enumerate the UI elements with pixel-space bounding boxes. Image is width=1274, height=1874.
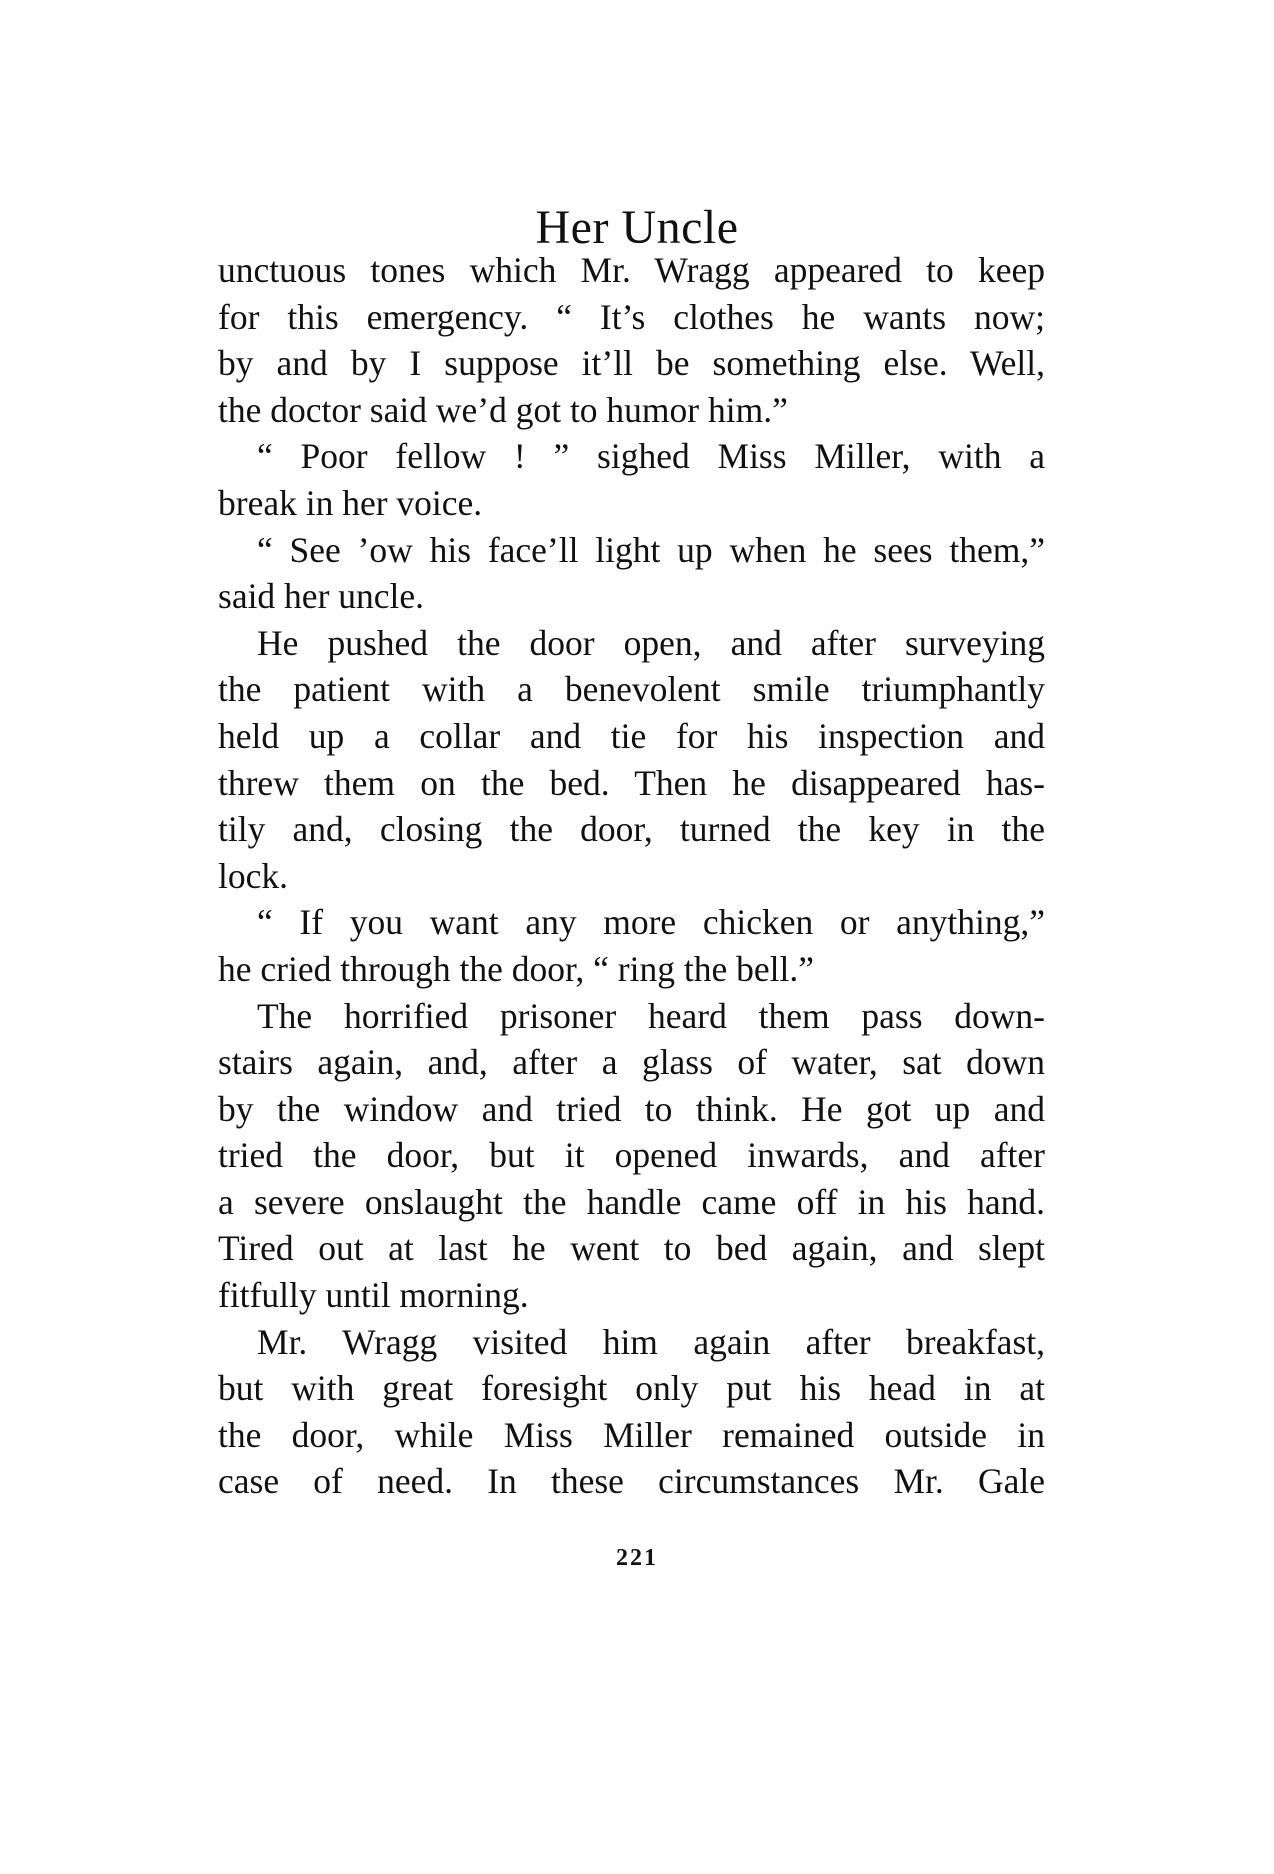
text-line: tried the door, but it opened inwards, and after (218, 1135, 1045, 1176)
text-line: said her uncle. (218, 576, 425, 617)
text-line: stairs again, and, after a glass of water, sat down (218, 1042, 1045, 1083)
text-line: threw them on the bed. Then he disappeared has- (218, 762, 1045, 803)
text-line: break in her voice. (218, 482, 483, 523)
text-line: for this emergency. “ It’s clothes he wants now; (218, 296, 1045, 337)
text-line: “ If you want any more chicken or anything,” (257, 902, 1045, 943)
text-line: Tired out at last he went to bed again, and slept (218, 1228, 1045, 1269)
text-line: the patient with a benevolent smile triumphantly (218, 669, 1045, 710)
text-line: by the window and tried to think. He got up and (218, 1088, 1045, 1129)
text-line: lock. (218, 855, 288, 896)
text-line: a severe onslaught the handle came off in his hand. (218, 1181, 1045, 1222)
paragraph-1 (218, 247, 1045, 433)
running-head: Her Uncle (535, 201, 739, 254)
text-line: Mr. Wragg visited him again after breakfast, (257, 1321, 1045, 1362)
text-line: tily and, closing the door, turned the key in the (218, 809, 1045, 850)
paragraph-4 (218, 620, 1045, 900)
text-line: unctuous tones which Mr. Wragg appeared to keep (218, 250, 1045, 290)
text-line: the door, while Miss Miller remained outside in (218, 1414, 1045, 1455)
text-line: held up a collar and tie for his inspection and (218, 715, 1045, 756)
text-line: “ See ’ow his face’ll light up when he sees them,” (257, 529, 1045, 570)
paragraph-2 (218, 433, 1045, 526)
text-line: the doctor said we’d got to humor him.” (218, 389, 788, 430)
text-line: case of need. In these circumstances Mr. Gale (218, 1461, 1045, 1502)
text-line: he cried through the door, “ ring the bell.” (218, 948, 814, 989)
paragraph-5 (218, 899, 1045, 992)
text-line: He pushed the door open, and after surveying (257, 622, 1045, 663)
paragraph-7 (218, 1319, 1045, 1505)
text-line: “ Poor fellow ! ” sighed Miss Miller, with a (257, 436, 1045, 477)
paragraph-6 (218, 993, 1045, 1319)
text-line: but with great foresight only put his head in at (218, 1368, 1045, 1409)
body-text (218, 247, 1045, 1505)
paragraph-3 (218, 527, 1045, 620)
page-number: 221 (616, 1545, 658, 1571)
text-line: by and by I suppose it’ll be something else. Well, (218, 343, 1045, 384)
text-line: The horrified prisoner heard them pass down- (257, 995, 1045, 1036)
text-line: fitfully until morning. (218, 1275, 529, 1316)
